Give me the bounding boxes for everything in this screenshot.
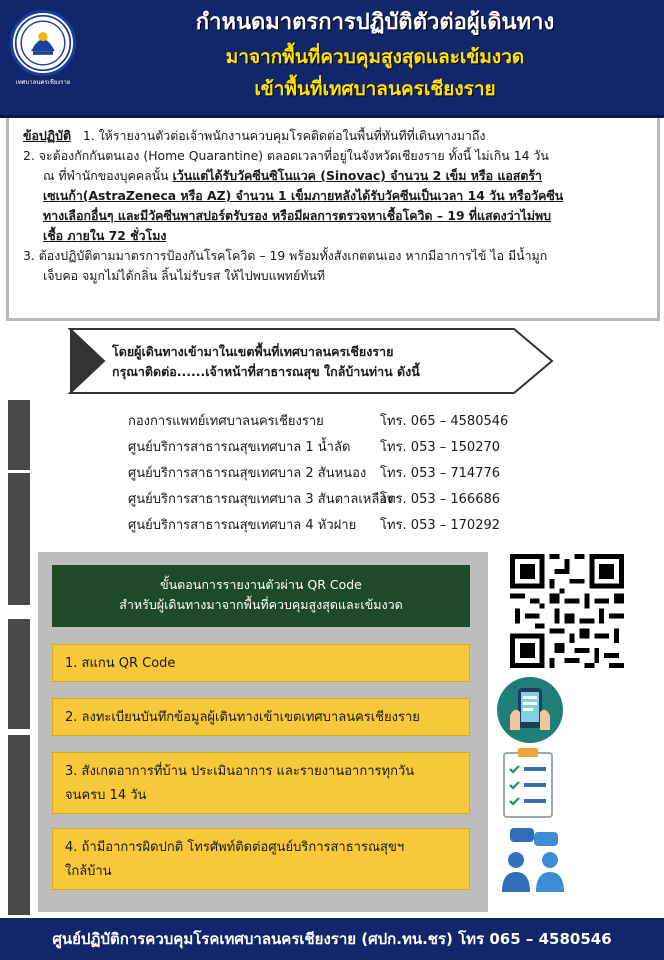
step-monitor-symptoms: [52, 752, 470, 814]
steps-heading-line-2: สำหรับผู้เดินทางมาจากพื้นที่ควบคุมสูงสุดและเข้มงวด: [119, 597, 403, 612]
step-4-line-2: ใกล้บ้าน: [65, 864, 112, 879]
side-bar: [8, 400, 30, 470]
step-register: [52, 698, 470, 736]
side-bar: [8, 735, 30, 915]
banner-line-1: โดยผู้เดินทางเข้ามาในเขตพื้นที่เทศบาลนครเชียงราย: [112, 344, 394, 359]
contact-item: [128, 488, 568, 514]
rule-2-line-2: [23, 166, 645, 186]
rule-2-line-5: เชื้อ ภายใน 72 ชั่วโมง: [43, 228, 167, 243]
rule-3-line-2: เจ็บคอ จมูกไม่ได้กลิ่น ลิ้นไม่รับรส ให้ไปพบแพทย์ทันที: [43, 268, 326, 283]
contact-phone: โทร. 053 – 170292: [380, 518, 501, 533]
contact-item: [128, 514, 568, 540]
contact-list: [128, 410, 568, 540]
contact-name: ศูนย์บริการสาธารณสุขเทศบาล 3 สันตาลเหลือง: [128, 492, 394, 507]
page-subtitle-2: เข้าพื้นที่เทศบาลนครเชียงราย: [254, 78, 496, 100]
step-4-line-1: 4. ถ้ามีอาการผิดปกติ โทรศัพท์ติดต่อศูนย์บริการสาธารณสุขฯ: [65, 840, 405, 855]
rules-box: [6, 118, 660, 321]
qr-code[interactable]: [500, 549, 634, 673]
step-scan-qr: [52, 644, 470, 682]
rules-label: ข้อปฏิบัติ: [23, 128, 72, 143]
qr-steps-heading: [52, 565, 470, 627]
contact-item: [128, 410, 568, 436]
side-bar: [8, 551, 30, 605]
smartphone-hands-icon: [496, 676, 564, 744]
rule-2-line-1: 2. จะต้องกักกันตนเอง (Home Quarantine) ตลอดเวลาที่อยู่ในจังหวัดเชียงราย ทั้งนี้ ไม่เกิน 14 วัน: [23, 148, 549, 163]
logo-caption: เทศบาลนครเชียงราย: [15, 79, 71, 86]
rule-2-line-4: ทางเลือกอื่นๆ และมีวัคซีนพาสปอร์ตรับรอง หรือมีผลการตรวจหาเชื้อโควิด – 19 ที่แสดงว่าไม่พบ: [43, 208, 552, 223]
municipality-logo: [10, 10, 76, 76]
people-chat-icon: [500, 826, 568, 896]
side-bar: [8, 473, 30, 557]
steps-heading-line-1: ขั้นตอนการรายงานตัวผ่าน QR Code: [160, 577, 362, 592]
step-3-line-1: 3. สังเกตอาการที่บ้าน ประเมินอาการ และรายงานอาการทุกวัน: [65, 764, 415, 779]
contact-name: ศูนย์บริการสาธารณสุขเทศบาล 1 น้ำลัด: [128, 440, 351, 455]
contact-item: [128, 436, 568, 462]
step-2-text: 2. ลงทะเบียนบันทึกข้อมูลผู้เดินทางเข้าเขตเทศบาลนครเชียงราย: [65, 710, 420, 725]
rule-3-line-1: 3. ต้องปฏิบัติตามมาตรการป้องกันโรคโควิด – 19 พร้อมทั้งสังเกตตนเอง หากมีอาการไข้ ไอ มีน้ำมูก: [23, 248, 548, 263]
step-3-line-2: จนครบ 14 วัน: [65, 788, 147, 803]
rule-1-text: 1. ให้รายงานตัวต่อเจ้าพนักงานควบคุมโรคติดต่อในพื้นที่ทันทีที่เดินทางมาถึง: [82, 128, 486, 143]
contact-phone: โทร. 053 – 166686: [380, 492, 501, 507]
rule-2-line-2-bold: เว้นแต่ได้รับวัคซีนซิโนแวค (Sinovac) จำนวน 2 เข็ม หรือ แอสตร้า: [172, 168, 542, 183]
rule-2-line-2-plain: ณ ที่พำนักของบุคคลนั้น: [43, 168, 173, 183]
contact-name: กองการแพทย์เทศบาลนครเชียงราย: [128, 414, 324, 429]
page-title: กำหนดมาตรการปฏิบัติตัวต่อผู้เดินทาง: [195, 10, 555, 35]
contact-phone: โทร. 053 – 150270: [380, 440, 501, 455]
contact-name: ศูนย์บริการสาธารณสุขเทศบาล 4 หัวฝาย: [128, 518, 357, 533]
step-1-text: 1. สแกน QR Code: [65, 656, 176, 671]
clipboard-checklist-icon: [500, 745, 556, 821]
header-banner: [0, 0, 664, 118]
rule-2-line-3: เซเนก้า(AstraZeneca หรือ AZ) จำนวน 1 เข็มภายหลังได้รับวัคซีนเป็นเวลา 14 วัน หรือวัคซีน: [43, 188, 564, 203]
side-bar: [8, 619, 30, 729]
page-subtitle-1: มาจากพื้นที่ควบคุมสูงสุดและเข้มงวด: [225, 46, 525, 68]
contact-phone: โทร. 065 – 4580546: [380, 414, 509, 429]
step-contact-center: [52, 828, 470, 890]
banner-line-2: กรุณาติดต่อ......เจ้าหน้าที่สาธารณสุข ใกล้บ้านท่าน ดังนี้: [112, 364, 420, 379]
footer-contact-bar: ศูนย์ปฏิบัติการควบคุมโรคเทศบาลนครเชียงราย (ศปก.ทน.ชร) โทร 065 – 4580546: [0, 918, 664, 960]
arrow-banner-text: [112, 342, 532, 382]
contact-item: [128, 462, 568, 488]
contact-name: ศูนย์บริการสาธารณสุขเทศบาล 2 สันหนอง: [128, 466, 367, 481]
rule-1: [23, 126, 645, 146]
contact-phone: โทร. 053 – 714776: [380, 466, 501, 481]
